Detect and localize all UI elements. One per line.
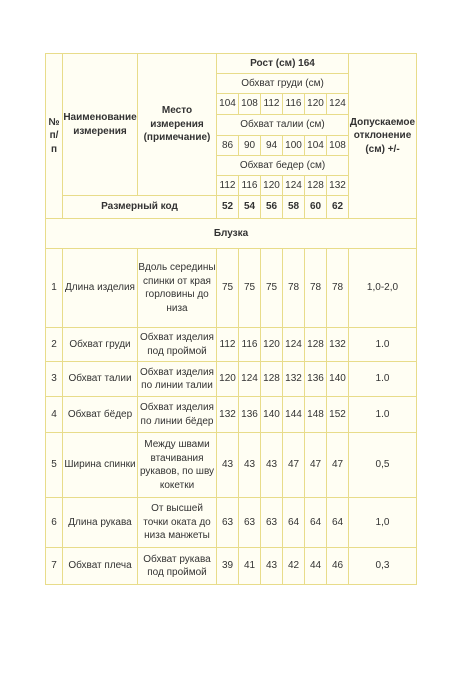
- waist-size-cell: 100: [283, 136, 305, 156]
- measurement-value: 43: [239, 433, 261, 498]
- measurement-value: 44: [305, 548, 327, 585]
- measurement-name: Обхват талии: [63, 362, 138, 397]
- row-number: 7: [46, 548, 63, 585]
- measurement-value: 75: [261, 249, 283, 328]
- measurement-value: 132: [217, 397, 239, 433]
- waist-header: Обхват талии (см): [217, 115, 349, 136]
- measurement-value: 116: [239, 328, 261, 362]
- measurement-place: Обхват изделия под проймой: [138, 328, 217, 362]
- size-code-cell: 52: [217, 196, 239, 219]
- hips-size-cell: 124: [283, 176, 305, 196]
- measurement-place: Между швами втачивания рукавов, по шву кокетки: [138, 433, 217, 498]
- measurement-place: Обхват рукава под проймой: [138, 548, 217, 585]
- measurement-value: 152: [327, 397, 349, 433]
- measurement-value: 124: [239, 362, 261, 397]
- measurement-place: Обхват изделия по линии бёдер: [138, 397, 217, 433]
- measurement-value: 39: [217, 548, 239, 585]
- col-header-place: Место измерения (примечание): [138, 54, 217, 196]
- measurement-value: 132: [327, 328, 349, 362]
- tolerance-value: 1.0: [349, 397, 417, 433]
- col-header-tolerance: Допускаемое отклонение (см) +/-: [349, 54, 417, 219]
- table-row: [46, 397, 417, 433]
- measurement-value: 75: [239, 249, 261, 328]
- measurement-value: 120: [261, 328, 283, 362]
- waist-size-cell: 104: [305, 136, 327, 156]
- tolerance-value: 1,0: [349, 498, 417, 548]
- row-number: 4: [46, 397, 63, 433]
- chest-header: Обхват груди (см): [217, 74, 349, 94]
- row-number: 1: [46, 249, 63, 328]
- measurement-value: 42: [283, 548, 305, 585]
- tolerance-value: 1.0: [349, 328, 417, 362]
- size-code-cell: 56: [261, 196, 283, 219]
- measurement-value: 140: [327, 362, 349, 397]
- hips-size-cell: 112: [217, 176, 239, 196]
- hips-size-cell: 120: [261, 176, 283, 196]
- section-title: Блузка: [46, 219, 417, 249]
- size-code-cell: 58: [283, 196, 305, 219]
- measurement-value: 47: [305, 433, 327, 498]
- row-number: 3: [46, 362, 63, 397]
- size-code-cell: 62: [327, 196, 349, 219]
- measurement-value: 144: [283, 397, 305, 433]
- hips-header: Обхват бедер (см): [217, 156, 349, 176]
- measurement-value: 128: [261, 362, 283, 397]
- measurement-name: Длина изделия: [63, 249, 138, 328]
- col-header-number: № п/ п: [46, 54, 63, 219]
- row-number: 2: [46, 328, 63, 362]
- table-row: [46, 433, 417, 498]
- measurement-value: 46: [327, 548, 349, 585]
- waist-size-cell: 90: [239, 136, 261, 156]
- hips-size-cell: 116: [239, 176, 261, 196]
- measurement-value: 63: [217, 498, 239, 548]
- measurement-value: 120: [217, 362, 239, 397]
- measurement-value: 112: [217, 328, 239, 362]
- measurement-value: 64: [305, 498, 327, 548]
- measurement-value: 43: [217, 433, 239, 498]
- chest-size-cell: 116: [283, 94, 305, 115]
- table-row: [46, 328, 417, 362]
- hips-size-cell: 132: [327, 176, 349, 196]
- tolerance-value: 0,3: [349, 548, 417, 585]
- measurement-place: От высшей точки оката до низа манжеты: [138, 498, 217, 548]
- measurement-place: Обхват изделия по линии талии: [138, 362, 217, 397]
- measurement-value: 78: [283, 249, 305, 328]
- waist-size-cell: 108: [327, 136, 349, 156]
- measurement-name: Ширина спинки: [63, 433, 138, 498]
- measurement-place: Вдоль середины спинки от края горловины до низа: [138, 249, 217, 328]
- measurement-value: 41: [239, 548, 261, 585]
- tolerance-value: 1.0: [349, 362, 417, 397]
- measurement-value: 124: [283, 328, 305, 362]
- tolerance-value: 0,5: [349, 433, 417, 498]
- waist-size-cell: 86: [217, 136, 239, 156]
- row-number: 5: [46, 433, 63, 498]
- measurement-name: Обхват плеча: [63, 548, 138, 585]
- chest-size-cell: 104: [217, 94, 239, 115]
- measurement-value: 43: [261, 433, 283, 498]
- measurement-value: 64: [327, 498, 349, 548]
- measurement-value: 78: [327, 249, 349, 328]
- hips-size-cell: 128: [305, 176, 327, 196]
- measurement-value: 43: [261, 548, 283, 585]
- measurement-value: 136: [305, 362, 327, 397]
- size-table: [45, 53, 417, 585]
- measurement-value: 63: [239, 498, 261, 548]
- waist-size-cell: 94: [261, 136, 283, 156]
- size-code-cell: 60: [305, 196, 327, 219]
- measurement-name: Обхват бёдер: [63, 397, 138, 433]
- chest-size-cell: 120: [305, 94, 327, 115]
- measurement-value: 75: [217, 249, 239, 328]
- size-code-cell: 54: [239, 196, 261, 219]
- measurement-value: 140: [261, 397, 283, 433]
- measurement-value: 64: [283, 498, 305, 548]
- measurement-value: 47: [283, 433, 305, 498]
- measurement-name: Длина рукава: [63, 498, 138, 548]
- table-row: [46, 548, 417, 585]
- tolerance-value: 1,0-2,0: [349, 249, 417, 328]
- measurement-name: Обхват груди: [63, 328, 138, 362]
- measurement-value: 63: [261, 498, 283, 548]
- row-number: 6: [46, 498, 63, 548]
- height-header: Рост (см) 164: [217, 54, 349, 74]
- table-row: [46, 498, 417, 548]
- measurement-value: 136: [239, 397, 261, 433]
- measurement-value: 128: [305, 328, 327, 362]
- table-row: [46, 362, 417, 397]
- measurement-value: 148: [305, 397, 327, 433]
- col-header-name: Наименование измерения: [63, 54, 138, 196]
- table-row: [46, 249, 417, 328]
- measurement-value: 47: [327, 433, 349, 498]
- chest-size-cell: 108: [239, 94, 261, 115]
- chest-size-cell: 112: [261, 94, 283, 115]
- size-code-label: Размерный код: [63, 196, 217, 219]
- chest-size-cell: 124: [327, 94, 349, 115]
- measurement-value: 78: [305, 249, 327, 328]
- measurement-value: 132: [283, 362, 305, 397]
